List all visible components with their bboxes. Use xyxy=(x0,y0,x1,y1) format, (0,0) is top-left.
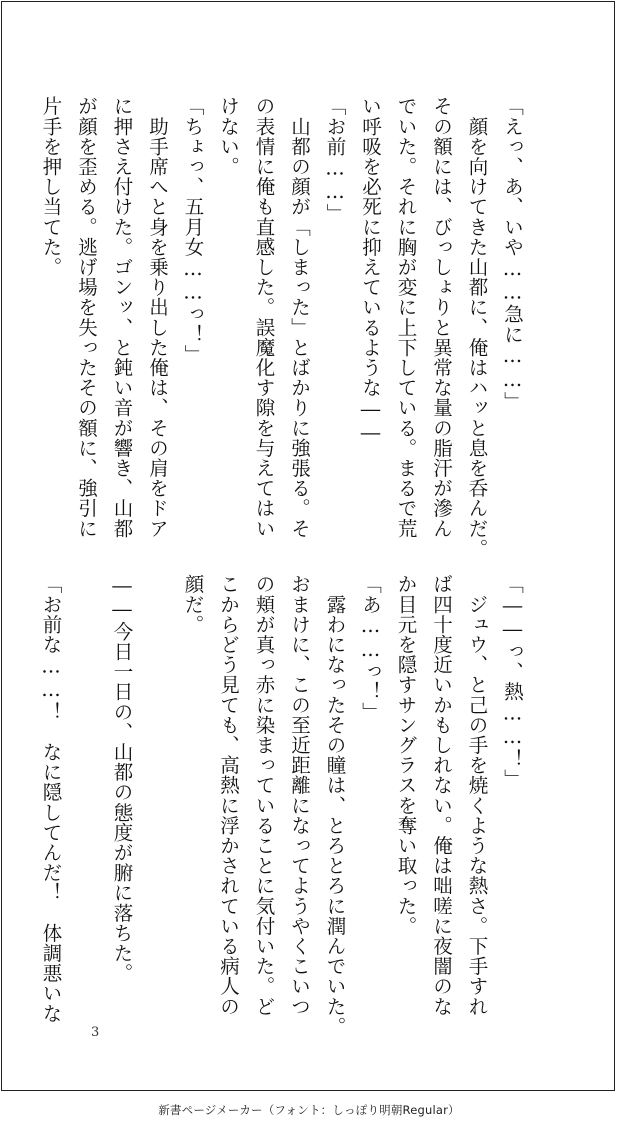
text-line: こからどう見ても、高熱に浮かされている病人の xyxy=(217,574,240,1017)
text-line: 顔を向けてきた山都に、俺はハッと息を呑んだ。 xyxy=(465,96,489,559)
text-line: ば四十度近いかもしれない。俺は咄嗟に夜闇のな xyxy=(430,574,453,1017)
text-line: 山都の顔が「しまった」とばかりに強張る。そ xyxy=(288,96,311,539)
text-line: 「あ……っ！」 xyxy=(359,574,382,722)
text-line: 片手を押し当てた。 xyxy=(39,96,63,277)
text-line: の頬が真っ赤に染まっていることに気付いた。ど xyxy=(252,574,276,1017)
text-line: その額には、びっしょりと異常な量の脂汗が滲ん xyxy=(430,96,453,539)
footer-caption: 新書ページメーカー（フォント：しっぽり明朝Regular） xyxy=(158,1103,460,1117)
text-line: い呼吸を必死に抑えているような―― xyxy=(359,96,382,445)
text-line: 顔だ。 xyxy=(181,574,205,635)
text-block-bottom xyxy=(39,574,530,1037)
text-line: けない。 xyxy=(217,96,240,177)
text-line xyxy=(69,574,105,1014)
text-line: 助手席へと身を乗り出した俺は、その肩をドア xyxy=(146,96,169,539)
text-line: 「えっ、あ、いや……急に……」 xyxy=(501,96,524,412)
text-line: おまけに、この至近距離になってようやくこいつ xyxy=(288,574,311,1017)
text-line: ジュウ、と己の手を焼くような熱さ。下手すれ xyxy=(465,574,489,1017)
text-line: でいた。それに胸が変に上下している。まるで荒 xyxy=(394,96,418,539)
text-line: 露わになったその瞳は、とろとろに潤んでいた。 xyxy=(323,574,347,1037)
text-line: に押さえ付けた。ゴンッ、と鈍い音が響き、山都 xyxy=(110,96,134,539)
text-line: ――今日一日の、山都の態度が腑に落ちた。 xyxy=(110,574,134,983)
text-block-top xyxy=(39,96,530,559)
text-line: が顔を歪める。逃げ場を失ったその額に、強引に xyxy=(75,96,98,539)
text-line: 「――っ、熱……！」 xyxy=(501,574,524,789)
text-line: 「ちょっ、五月女……っ！」 xyxy=(181,96,205,365)
page-frame xyxy=(1,1,615,1091)
text-line: 「お前……」 xyxy=(323,96,347,224)
text-line: 「お前な……！ なに隠してんだ！ 体調悪いな xyxy=(39,574,63,1024)
page-number: 3 xyxy=(91,1025,100,1040)
text-line: か目元を隠すサングラスを奪い取った。 xyxy=(394,574,418,936)
text-line: の表情に俺も直感した。誤魔化す隙を与えてはい xyxy=(252,96,276,539)
text-line xyxy=(140,574,176,1014)
